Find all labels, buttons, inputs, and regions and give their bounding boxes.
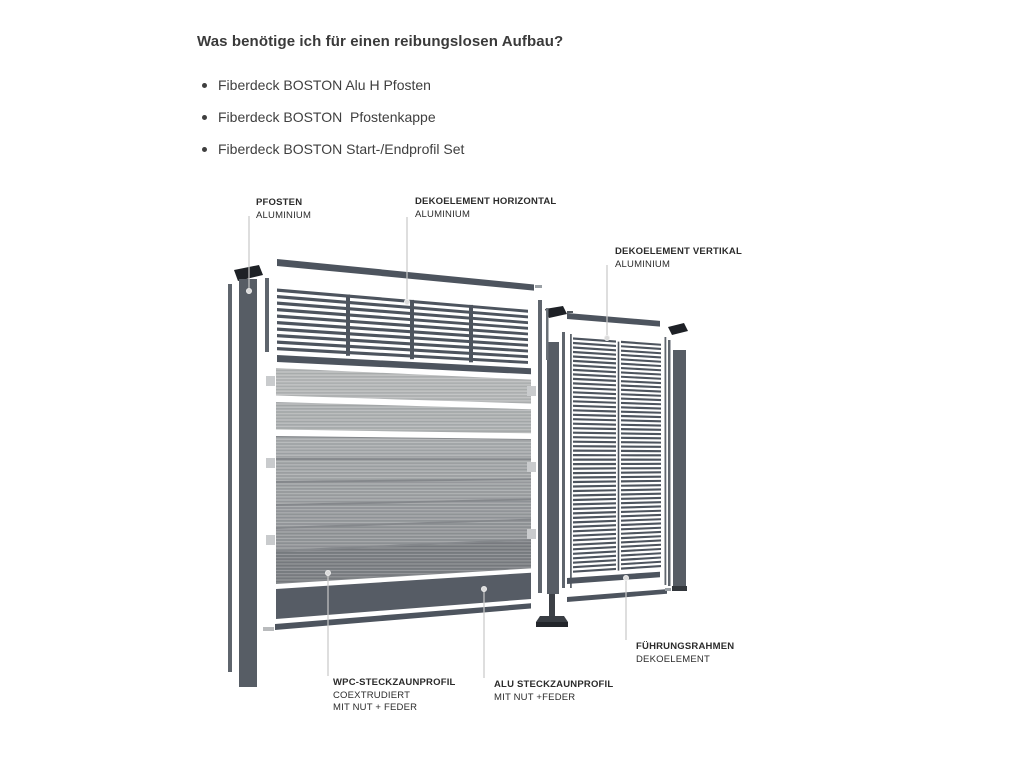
vertical-deko-louver bbox=[573, 498, 616, 501]
edge-strip bbox=[668, 340, 671, 586]
list-item-label: Fiberdeck BOSTON Start-/Endprofil Set bbox=[218, 141, 465, 157]
mounting-clip bbox=[527, 462, 536, 472]
vertical-deko-louver bbox=[573, 454, 616, 456]
louver-divider bbox=[410, 300, 414, 359]
start-end-profile-strip bbox=[228, 284, 232, 672]
label-wpc-steckzaunprofil: WPC-STECKZAUNPROFIL COEXTRUDIERT MIT NUT + FEDER bbox=[333, 677, 456, 713]
top-rail bbox=[277, 259, 534, 291]
vertical-deko-louver bbox=[621, 476, 661, 479]
rail-connector bbox=[263, 627, 274, 631]
vertical-deko-louver bbox=[573, 542, 616, 546]
wpc-board-grain bbox=[276, 368, 531, 404]
vertical-deko-louver bbox=[573, 472, 616, 475]
vertical-deko-louver bbox=[573, 511, 616, 515]
vertical-deko-louver bbox=[573, 515, 616, 519]
right-post bbox=[673, 350, 686, 590]
vertical-deko-louver bbox=[573, 373, 616, 377]
vertical-deko-louver bbox=[621, 367, 661, 371]
vertical-deko-louver bbox=[621, 354, 661, 359]
edge-strip bbox=[265, 278, 269, 352]
right-post-base bbox=[672, 586, 687, 591]
vertical-deko-louver bbox=[573, 494, 616, 497]
vertical-deko-louver bbox=[621, 510, 661, 513]
vertical-deko-louver bbox=[621, 454, 661, 456]
wpc-board-grain bbox=[276, 437, 531, 458]
vertical-deko-louver bbox=[573, 445, 616, 448]
vertical-deko-louver bbox=[573, 441, 616, 444]
post-foot bbox=[536, 622, 568, 627]
vertical-deko-louver bbox=[621, 450, 661, 452]
vertical-deko-louver bbox=[621, 539, 661, 543]
vertical-deko-louver bbox=[573, 396, 616, 400]
vertical-deko-louver bbox=[621, 497, 661, 500]
vertical-deko-louver bbox=[621, 428, 661, 431]
vertical-deko-louver bbox=[573, 436, 616, 439]
leader-dot bbox=[246, 288, 251, 293]
louver-divider bbox=[469, 305, 473, 362]
vertical-deko-louver bbox=[621, 514, 661, 518]
vertical-deko-louver bbox=[573, 520, 616, 524]
rail-end-tick bbox=[535, 285, 542, 288]
edge-strip bbox=[538, 300, 542, 593]
vertical-deko-louver bbox=[621, 411, 661, 414]
mounting-clip bbox=[266, 376, 275, 386]
edge-strip bbox=[562, 332, 565, 588]
label-dekoelement-vertikal: DEKOELEMENT VERTIKAL ALUMINIUM bbox=[615, 246, 742, 270]
vertical-deko-louver bbox=[621, 535, 661, 539]
vertical-deko-louver bbox=[621, 459, 661, 461]
vertical-deko-louver bbox=[621, 380, 661, 384]
vertical-deko-louver bbox=[573, 342, 616, 347]
vertical-deko-louver bbox=[573, 364, 616, 369]
vertical-deko-louver bbox=[621, 432, 661, 435]
vertical-deko-louver bbox=[573, 467, 616, 469]
vertical-deko-louver bbox=[573, 533, 616, 537]
leader-dot bbox=[404, 299, 409, 304]
mounting-clip bbox=[266, 535, 275, 545]
vertical-deko-louver bbox=[573, 405, 616, 409]
vertical-deko-louver bbox=[621, 480, 661, 483]
vertical-deko-louver bbox=[621, 548, 661, 552]
list-item-label: Fiberdeck BOSTON Pfostenkappe bbox=[218, 109, 436, 125]
gate-top-rail bbox=[567, 313, 660, 327]
vertical-deko-louver bbox=[573, 555, 616, 560]
label-dekoelement-horizontal: DEKOELEMENT HORIZONTAL ALUMINIUM bbox=[415, 196, 557, 220]
label-pfosten: PFOSTEN ALUMINIUM bbox=[256, 197, 312, 221]
mounting-clip bbox=[527, 529, 536, 539]
post-foot-top bbox=[536, 616, 568, 622]
vertical-deko-louver bbox=[621, 471, 661, 474]
vertical-deko-louver bbox=[573, 546, 616, 550]
vertical-deko-louver bbox=[573, 378, 616, 382]
vertical-deko-louver bbox=[573, 409, 616, 412]
vertical-deko-louver bbox=[573, 524, 616, 528]
vertical-deko-louver bbox=[621, 552, 661, 556]
list-item-label: Fiberdeck BOSTON Alu H Pfosten bbox=[218, 77, 431, 93]
vertical-deko-louver bbox=[621, 358, 661, 363]
vertical-deko-louver bbox=[621, 441, 661, 444]
vertical-deko-louver bbox=[573, 414, 616, 417]
vertical-deko-louver bbox=[621, 522, 661, 526]
vertical-deko-louver bbox=[573, 382, 616, 386]
vertical-deko-louver bbox=[573, 537, 616, 541]
vertical-deko-louver bbox=[573, 391, 616, 395]
edge-strip bbox=[546, 308, 549, 360]
vertical-deko-louver bbox=[573, 400, 616, 404]
vertical-deko-louver bbox=[621, 371, 661, 375]
left-panel bbox=[263, 259, 549, 631]
wpc-board-grain bbox=[276, 402, 531, 433]
vertical-deko-louver bbox=[621, 389, 661, 393]
vertical-deko-louver bbox=[573, 450, 616, 452]
vertical-deko-louver bbox=[621, 531, 661, 535]
gate-panel bbox=[562, 311, 671, 602]
vertical-deko-louver bbox=[621, 363, 661, 367]
vertical-deko-louver bbox=[573, 369, 616, 373]
vertical-deko-louver bbox=[621, 424, 661, 427]
vertical-deko-louver bbox=[573, 476, 616, 479]
vertical-deko-louver bbox=[573, 423, 616, 426]
wpc-board-grain bbox=[276, 460, 531, 481]
gate-lower-rail bbox=[567, 589, 667, 602]
vertical-deko-louver bbox=[573, 564, 616, 569]
label-fuehrungsrahmen: FÜHRUNGSRAHMEN DEKOELEMENT bbox=[636, 641, 735, 665]
label-alu-steckzaunprofil: ALU STECKZAUNPROFIL MIT NUT +FEDER bbox=[494, 679, 614, 703]
vertical-deko-louver bbox=[573, 346, 616, 351]
vertical-deko-louver bbox=[621, 376, 661, 380]
vertical-deko-louver bbox=[621, 402, 661, 405]
vertical-deko-louver bbox=[621, 345, 661, 350]
vertical-deko-louver bbox=[621, 557, 661, 562]
pfosten-left-post bbox=[239, 279, 257, 687]
page-title: Was benötige ich für einen reibungslosen Aufbau? bbox=[197, 33, 564, 50]
vertical-deko-louver bbox=[573, 351, 616, 356]
vertical-deko-louver bbox=[621, 437, 661, 440]
middle-post bbox=[547, 342, 559, 594]
vertical-deko-louver bbox=[573, 489, 616, 492]
vertical-deko-louver bbox=[621, 350, 661, 355]
vertical-deko-louver bbox=[621, 565, 661, 570]
leader-dot bbox=[481, 586, 486, 591]
rail-end-tick bbox=[665, 588, 671, 591]
vertical-deko-louver bbox=[573, 502, 616, 505]
vertical-deko-louver bbox=[621, 419, 661, 422]
vertical-deko-louver bbox=[573, 529, 616, 533]
vertical-deko-louver bbox=[573, 568, 616, 573]
vertical-deko-louver bbox=[573, 432, 616, 435]
vertical-deko-louver bbox=[573, 463, 616, 465]
vertical-deko-louver bbox=[573, 480, 616, 483]
frame-line bbox=[665, 337, 667, 585]
mounting-clip bbox=[266, 458, 275, 468]
vertical-deko-louver bbox=[573, 559, 616, 564]
vertical-deko-louver bbox=[573, 550, 616, 555]
vertical-deko-louver bbox=[621, 501, 661, 504]
vertical-deko-louver bbox=[621, 561, 661, 566]
vertical-deko-louver bbox=[621, 393, 661, 397]
vertical-deko-louver bbox=[621, 484, 661, 487]
vertical-deko-louver bbox=[621, 518, 661, 522]
mounting-clip bbox=[527, 386, 536, 396]
vertical-deko-louver bbox=[621, 384, 661, 388]
vertical-deko-louver bbox=[573, 485, 616, 488]
vertical-deko-louver bbox=[621, 488, 661, 491]
vertical-deko-louver bbox=[621, 341, 661, 346]
vertical-deko-louver bbox=[621, 493, 661, 496]
leader-dot bbox=[623, 575, 628, 580]
vertical-deko-louver bbox=[573, 459, 616, 461]
post-cap bbox=[668, 323, 688, 335]
vertical-deko-louver bbox=[621, 527, 661, 531]
vertical-deko-louver bbox=[621, 544, 661, 548]
vertical-deko-louver bbox=[621, 467, 661, 469]
louver-divider bbox=[346, 295, 350, 356]
vertical-deko-louver bbox=[573, 418, 616, 421]
vertical-deko-louver bbox=[621, 446, 661, 448]
vertical-deko-louver bbox=[573, 507, 616, 510]
vertical-deko-louver bbox=[573, 355, 616, 360]
vertical-deko-louver bbox=[621, 415, 661, 418]
frame-line bbox=[570, 334, 572, 588]
leader-dot bbox=[325, 570, 330, 575]
vertical-deko-louver bbox=[573, 360, 616, 365]
vertical-deko-louver bbox=[621, 505, 661, 508]
gate-center-divider bbox=[618, 342, 620, 571]
gate-bottom-rail bbox=[567, 572, 660, 584]
post-leg bbox=[549, 594, 555, 617]
vertical-deko-louver bbox=[621, 406, 661, 409]
vertical-deko-louver bbox=[573, 387, 616, 391]
hinge-tick bbox=[567, 311, 573, 313]
leader-dot bbox=[604, 335, 609, 340]
vertical-deko-louver bbox=[573, 427, 616, 430]
vertical-deko-louver bbox=[621, 463, 661, 465]
vertical-deko-louver bbox=[621, 398, 661, 402]
